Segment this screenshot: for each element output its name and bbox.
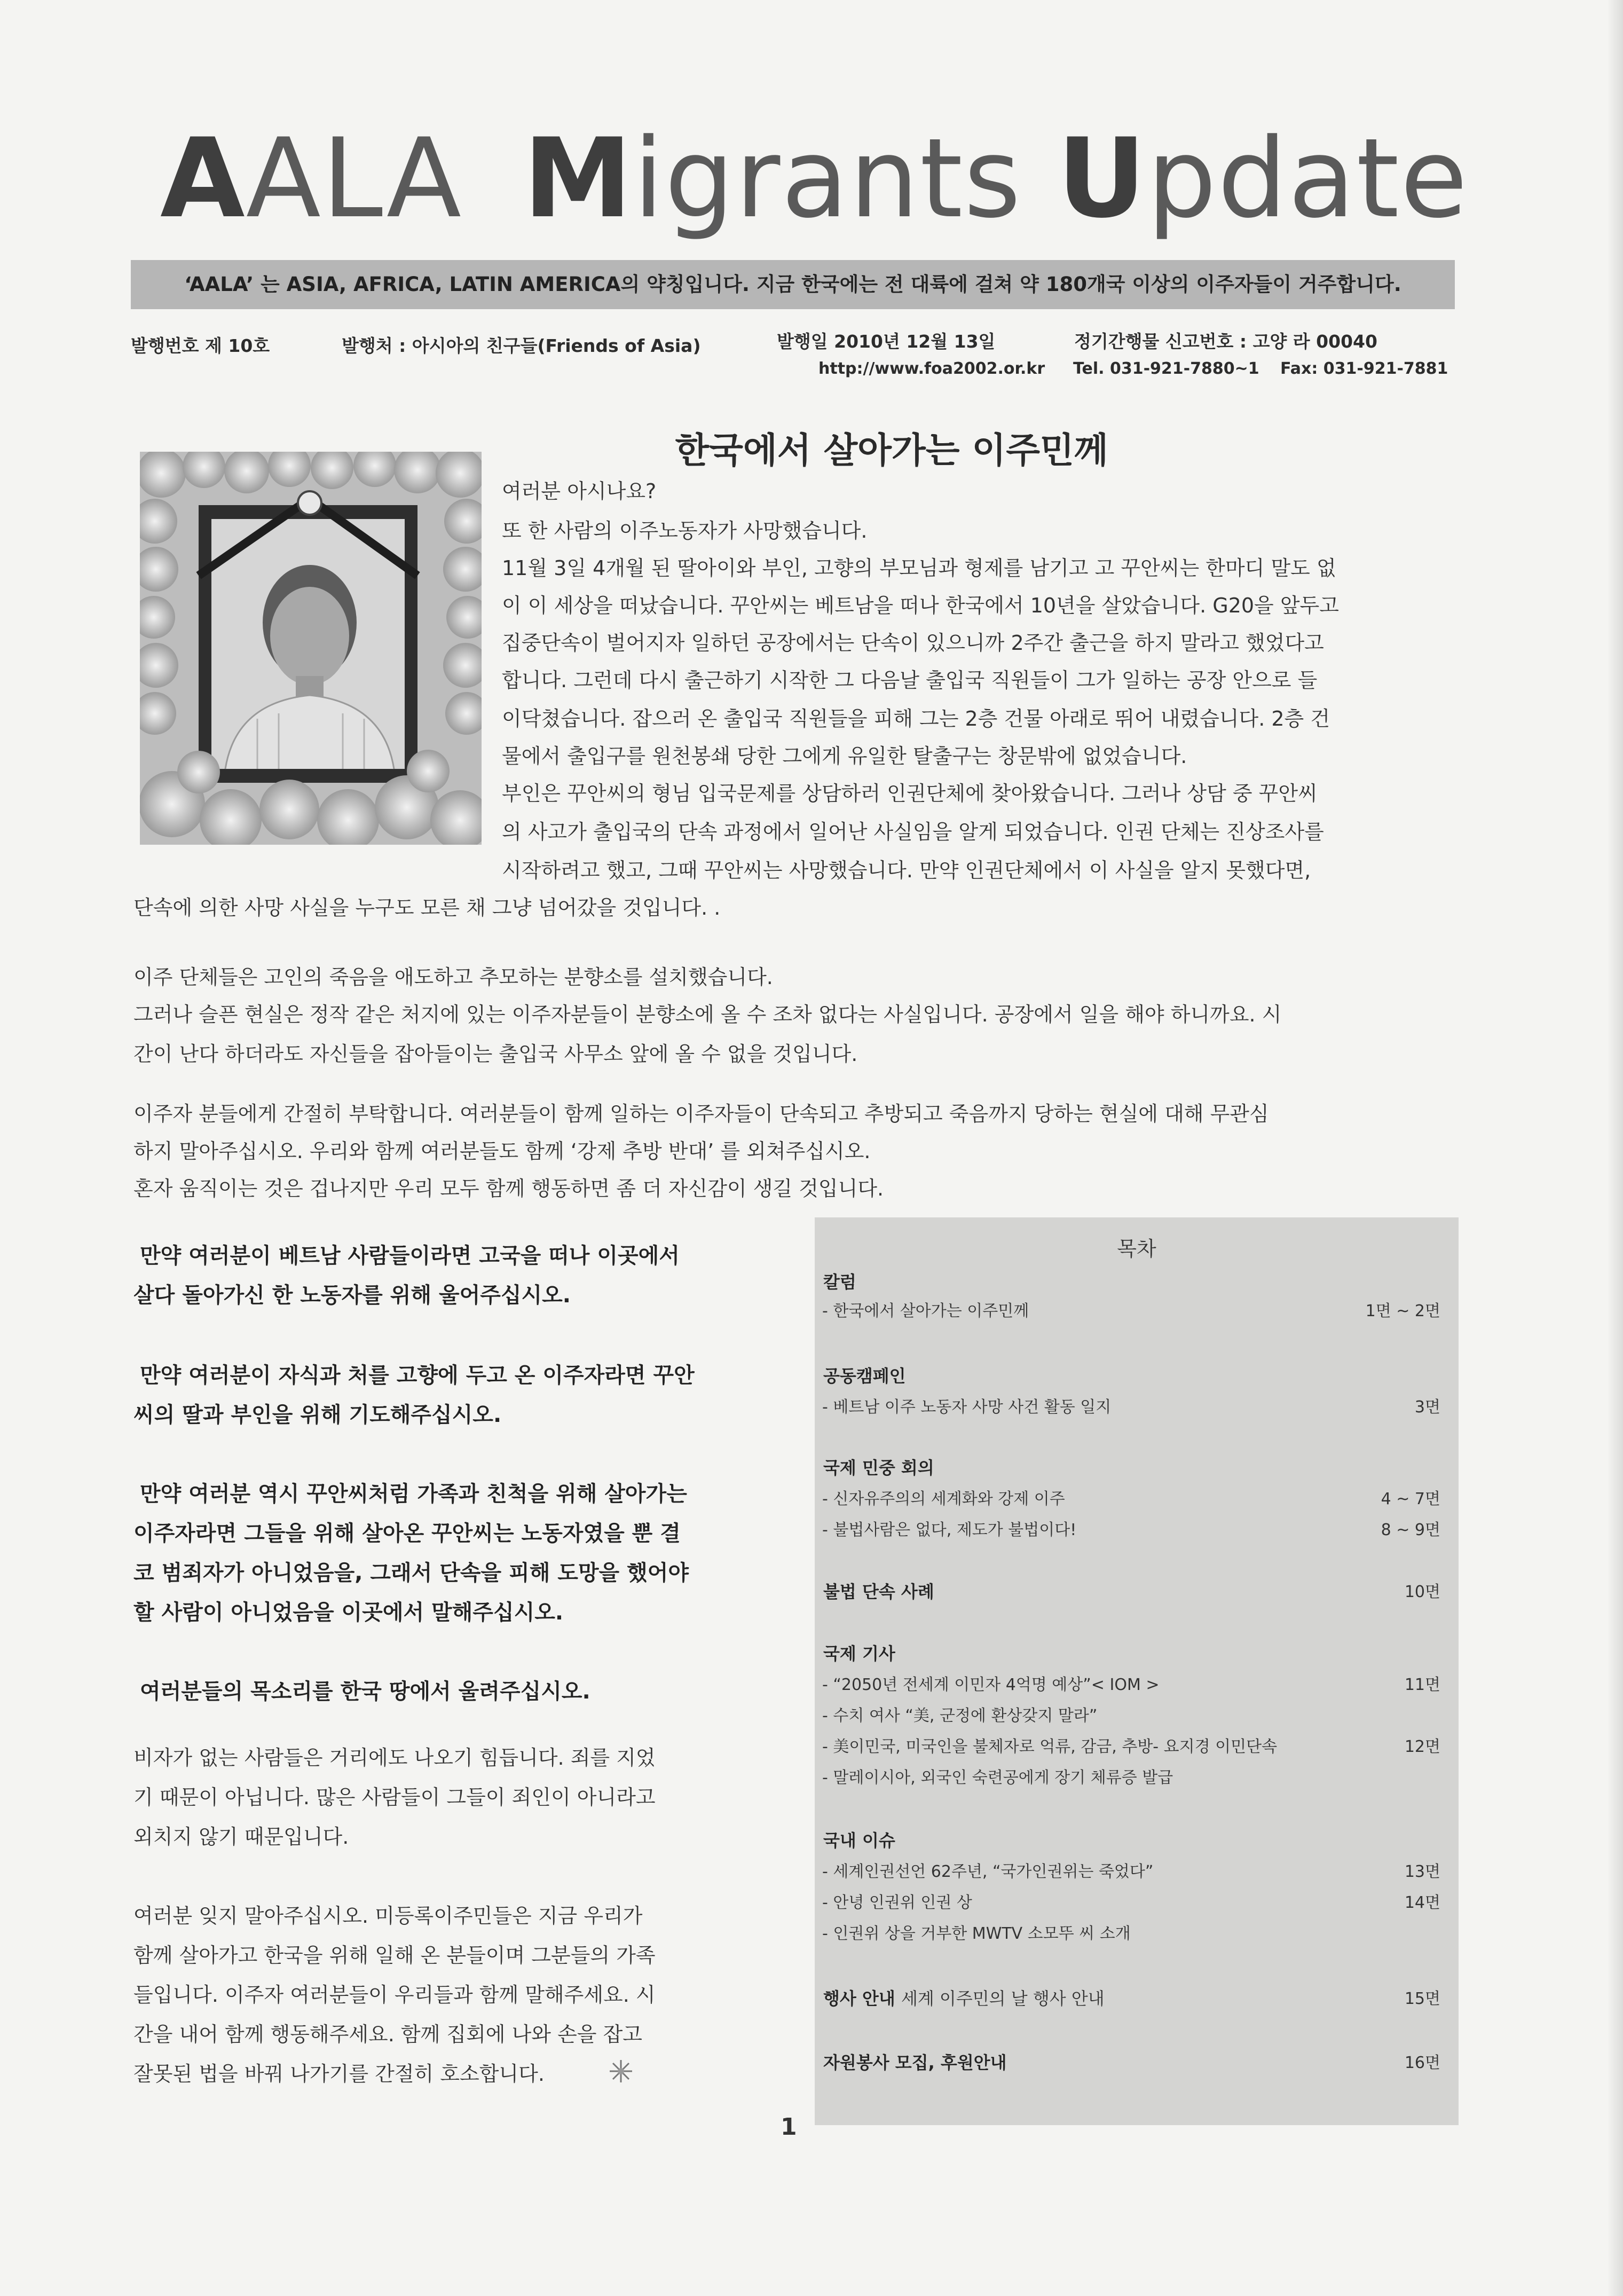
memorial-photo [140,452,482,845]
toc-item[interactable]: - 말레이시아, 외국인 숙련공에게 장기 체류증 발급 [822,1768,1173,1787]
appeal-line: 만약 여러분이 베트남 사람들이라면 고국을 떠나 이곳에서 [140,1244,680,1268]
tagline-text: ‘AALA’ 는 ASIA, AFRICA, LATIN AMERICA의 약칭입니다. 지금 한국에는 전 대륙에 걸쳐 약 180개국 이상의 이주자들이 거주합니다. [184,273,1401,296]
toc-section-events-sub: 세계 이주민의 날 행사 안내 [901,1988,1105,2009]
toc-section-campaign: 공동캠페인 [823,1366,906,1386]
article-line: 11월 3일 4개월 된 딸아이와 부인, 고향의 부모님과 형제를 남기고 고 꾸안씨는 한마디 말도 없 [502,556,1336,580]
article-line: 의 사고가 출입국의 단속 과정에서 일어난 사실임을 알게 되었습니다. 인권 단체는 진상조사를 [502,820,1324,844]
toc-item[interactable]: - “2050년 전세계 이민자 4억명 예상”< IOM > [822,1676,1160,1694]
article-line: 이주자 분들에게 간절히 부탁합니다. 여러분들이 함께 일하는 이주자들이 단속되고 추방되고 죽음까지 당하는 현실에 대해 무관심 [133,1102,1269,1126]
appeal-line: 코 범죄자가 아니었음을, 그래서 단속을 피해 도망을 했어야 [133,1561,689,1585]
toc-item[interactable]: - 한국에서 살아가는 이주민께 [822,1302,1029,1320]
toc-page: 16면 [1404,2054,1440,2072]
article-line: 간이 난다 하더라도 자신들을 잡아들이는 출입국 사무소 앞에 올 수 없을 것입니다. [133,1042,858,1066]
appeal-line: 할 사람이 아니었음을 이곳에서 말해주십시오. [133,1600,564,1625]
page-edge-shadow [1607,0,1623,2296]
toc-item[interactable]: - 안녕 인권위 인권 상 [822,1893,972,1912]
toc-section-domestic: 국내 이슈 [823,1830,895,1851]
page-number: 1 [781,2113,797,2141]
toc-section-column: 칼럼 [823,1272,856,1292]
article-line: 여러분 아시나요? [502,479,657,503]
closing-line: 외치지 않기 때문입니다. [133,1825,349,1849]
fax: Fax: 031-921-7881 [1280,359,1448,378]
registration-number: 정기간행물 신고번호 : 고양 라 00040 [1074,331,1377,352]
toc-item[interactable]: - 신자유주의의 세계화와 강제 이주 [822,1490,1065,1508]
toc-item[interactable]: - 베트남 이주 노동자 사망 사건 활동 일지 [822,1398,1112,1417]
article-line: 단속에 의한 사망 사실을 누구도 모른 채 그냥 넘어갔을 것입니다. . [133,896,721,919]
toc-section-conference: 국제 민중 회의 [823,1458,934,1478]
masthead-word-migrants: Migrants [523,115,1022,242]
article-line: 이주 단체들은 고인의 죽음을 애도하고 추모하는 분향소를 설치했습니다. [133,965,773,989]
toc-page: 8 ~ 9면 [1381,1521,1440,1539]
telephone: Tel. 031-921-7880~1 [1073,359,1259,378]
appeal-line: 여러분들의 목소리를 한국 땅에서 울려주십시오. [140,1679,590,1704]
toc-page: 14면 [1404,1893,1440,1912]
toc-page: 10면 [1404,1583,1440,1601]
article-line: 혼자 움직이는 것은 겁나지만 우리 모두 함께 행동하면 좀 더 자신감이 생길 것입니다. [133,1177,884,1200]
article-line: 이 이 세상을 떠났습니다. 꾸안씨는 베트남을 떠나 한국에서 10년을 살았습니다. G20을 앞두고 [502,594,1339,617]
toc-page: 4 ~ 7면 [1381,1490,1440,1508]
article-title: 한국에서 살아가는 이주민께 [675,430,1108,471]
toc-item[interactable]: - 美이민국, 미국인을 불체자로 억류, 감금, 추방- 요지경 이민단속 [822,1737,1278,1756]
toc-item[interactable]: - 불법사람은 없다, 제도가 불법이다! [822,1521,1077,1539]
table-of-contents [815,1217,1459,2125]
article-line: 합니다. 그런데 다시 출근하기 시작한 그 다음날 출입국 직원들이 그가 일하는 공장 안으로 들 [502,669,1318,692]
toc-section-events[interactable] [823,1985,1105,2010]
appeal-line: 살다 돌아가신 한 노동자를 위해 울어주십시오. [133,1283,571,1308]
closing-line: 간을 내어 함께 행동해주세요. 함께 집회에 나와 손을 잡고 [133,2023,642,2046]
article-line: 물에서 출입구를 원천봉쇄 당한 그에게 유일한 탈출구는 창문밖에 없었습니다. [502,744,1187,768]
article-line: 하지 말아주십시오. 우리와 함께 여러분들도 함께 ‘강제 추방 반대’ 를 외쳐주십시오. [133,1139,871,1163]
toc-page: 12면 [1404,1737,1440,1756]
publisher: 발행처 : 아시아의 친구들(Friends of Asia) [342,335,701,356]
website-link[interactable]: http://www.foa2002.or.kr [818,359,1045,378]
article-line: 부인은 꾸안씨의 형님 입국문제를 상담하러 인권단체에 찾아왔습니다. 그러나 상담 중 꾸안씨 [502,782,1318,805]
issue-date: 발행일 2010년 12월 13일 [777,331,996,352]
closing-line: 기 때문이 아닙니다. 많은 사람들이 그들이 죄인이 아니라고 [133,1786,656,1809]
toc-item[interactable]: - 인권위 상을 거부한 MWTV 소모뚜 씨 소개 [822,1924,1131,1943]
toc-item[interactable]: - 수치 여사 “美, 군정에 환상갖지 말라” [822,1707,1098,1725]
article-line: 시작하려고 했고, 그때 꾸안씨는 사망했습니다. 만약 인권단체에서 이 사실을 알지 못했다면, [502,859,1311,882]
toc-page: 3면 [1414,1398,1440,1417]
appeal-line: 만약 여러분 역시 꾸안씨처럼 가족과 친척을 위해 살아가는 [140,1482,687,1506]
closing-line: 들입니다. 이주자 여러분들이 우리들과 함께 말해주세요. 시 [133,1983,656,2007]
toc-item[interactable]: - 세계인권선언 62주년, “국가인권위는 죽었다” [822,1862,1154,1881]
toc-section-events-label: 행사 안내 [823,1988,895,2009]
closing-line: 여러분 잊지 말아주십시오. 미등록이주민들은 지금 우리가 [133,1904,643,1928]
article-line: 이닥쳤습니다. 잡으러 온 출입국 직원들을 피해 그는 2층 건물 아래로 뛰어 내렸습니다. 2층 건 [502,707,1330,730]
masthead-word-aala: AALA [160,115,463,242]
appeal-line: 이주자라면 그들을 위해 살아온 꾸안씨는 노동자였을 뿐 결 [133,1521,681,1546]
appeal-line: 만약 여러분이 자식과 처를 고향에 두고 온 이주자라면 꾸안 [140,1363,695,1388]
article-line: 집중단속이 벌어지자 일하던 공장에서는 단속이 있으니까 2주간 출근을 하지 말라고 했었다고 [502,631,1324,655]
issue-number: 발행번호 제 10호 [131,335,270,356]
article-line: 또 한 사람의 이주노동자가 사망했습니다. [502,519,868,542]
toc-section-intl-news: 국제 기사 [823,1644,895,1664]
toc-page: 11면 [1404,1676,1440,1694]
toc-page: 15면 [1404,1990,1440,2008]
toc-section-crackdown[interactable]: 불법 단속 사례 [823,1582,934,1602]
article-line: 그러나 슬픈 현실은 정작 같은 처지에 있는 이주자분들이 분향소에 올 수 조차 없다는 사실입니다. 공장에서 일을 해야 하니까요. 시 [133,1003,1282,1026]
toc-section-volunteer[interactable]: 자원봉사 모집, 후원안내 [823,2053,1007,2073]
tagline-bar [131,260,1455,309]
masthead-word-update: Update [1057,115,1469,242]
appeal-line: 씨의 딸과 부인을 위해 기도해주십시오. [133,1403,502,1427]
closing-line: 비자가 없는 사람들은 거리에도 나오기 힘듭니다. 죄를 지었 [133,1746,656,1770]
toc-page: 1면 ~ 2면 [1365,1302,1440,1320]
closing-line: 함께 살아가고 한국을 위해 일해 온 분들이며 그분들의 가족 [133,1944,656,1967]
flower-icon [608,2058,634,2085]
masthead [160,117,1474,240]
closing-line: 잘못된 법을 바꿔 나가기를 간절히 호소합니다. [133,2062,545,2086]
toc-title: 목차 [1117,1237,1156,1261]
toc-page: 13면 [1404,1862,1440,1881]
